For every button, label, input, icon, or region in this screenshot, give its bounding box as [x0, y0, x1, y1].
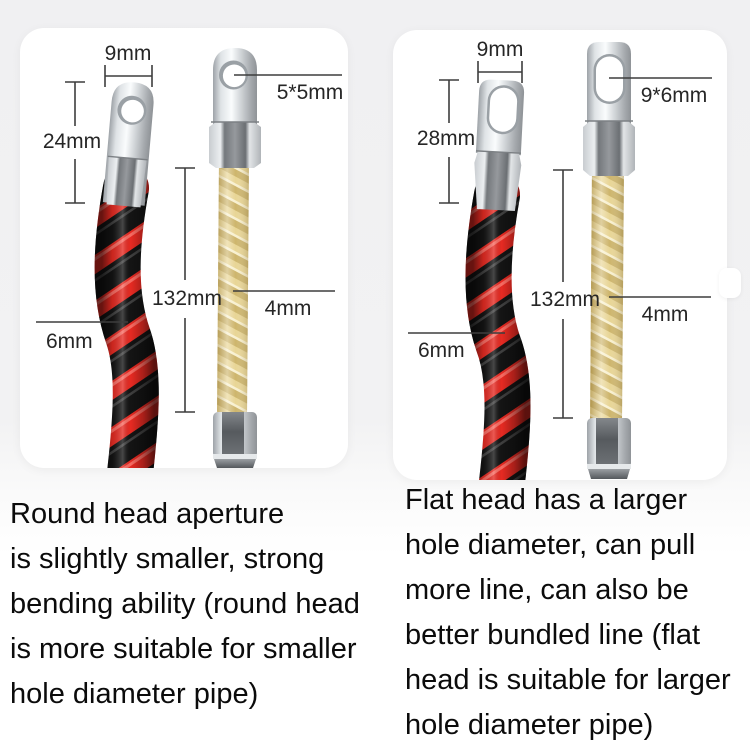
dimension-rope-diameter: [609, 297, 711, 326]
description-line: more line, can also be: [405, 574, 689, 606]
hole-size-label: 5*5mm: [276, 81, 344, 104]
cable-diameter-label: 6mm: [46, 330, 93, 353]
flat-head-card: [393, 30, 727, 480]
hex-nut: [583, 121, 635, 176]
dimension-head-length: [417, 80, 475, 203]
hex-crimp: [472, 151, 522, 211]
description-line: hole diameter pipe): [405, 709, 654, 741]
head-length-label: 28mm: [416, 127, 476, 150]
rope-length-label: 132mm: [529, 288, 601, 311]
dimension-head-length: [43, 82, 101, 203]
rope-round-head: [209, 48, 261, 168]
twisted-cable: [118, 188, 136, 468]
flat-head-illustration: [393, 30, 727, 480]
head-width-label: 9mm: [104, 42, 152, 65]
dimension-rope-diameter: [233, 291, 335, 320]
hole-size-label: 9*6mm: [640, 84, 708, 107]
description-line: bending ability (round head: [10, 588, 360, 620]
dimension-rope-length: [152, 168, 222, 412]
rope-flat-head: [583, 42, 635, 176]
twisted-cable: [488, 195, 507, 480]
hex-shank-connector: [213, 412, 257, 468]
dimension-rope-length: [530, 170, 600, 418]
round-head-description: [10, 492, 380, 717]
description-line: is more suitable for smaller: [10, 633, 357, 665]
description-line: hole diameter pipe): [10, 678, 259, 710]
right-edge-tab: [719, 268, 741, 298]
description-line: is slightly smaller, strong: [10, 543, 325, 575]
description-line: better bundled line (flat: [405, 619, 701, 651]
description-line: Flat head has a larger: [405, 484, 688, 516]
flat-head-description: [405, 478, 750, 748]
dimension-head-width: [105, 42, 152, 87]
hex-shank-connector: [587, 418, 631, 479]
flat-hole: [489, 87, 518, 132]
rope-diameter-label: 4mm: [641, 303, 689, 326]
rope-hole: [596, 57, 623, 102]
round-head-illustration: [20, 28, 348, 468]
description-line: Round head aperture: [10, 498, 285, 530]
flat-head: [472, 79, 526, 211]
pull-rope: [232, 158, 234, 418]
cable-diameter-label: 6mm: [418, 339, 465, 362]
hex-crimp: [105, 156, 147, 207]
head-length-label: 24mm: [42, 130, 102, 153]
description-line: hole diameter, can pull: [405, 529, 696, 561]
dimension-head-width: [477, 38, 524, 83]
head-width-label: 9mm: [476, 38, 524, 61]
hex-nut: [209, 122, 261, 168]
pull-rope: [606, 165, 608, 422]
description-line: head is suitable for larger: [405, 664, 731, 696]
rope-diameter-label: 4mm: [264, 297, 312, 320]
round-head-card: [20, 28, 348, 468]
rope-hole: [223, 65, 246, 88]
rope-length-label: 132mm: [151, 287, 223, 310]
